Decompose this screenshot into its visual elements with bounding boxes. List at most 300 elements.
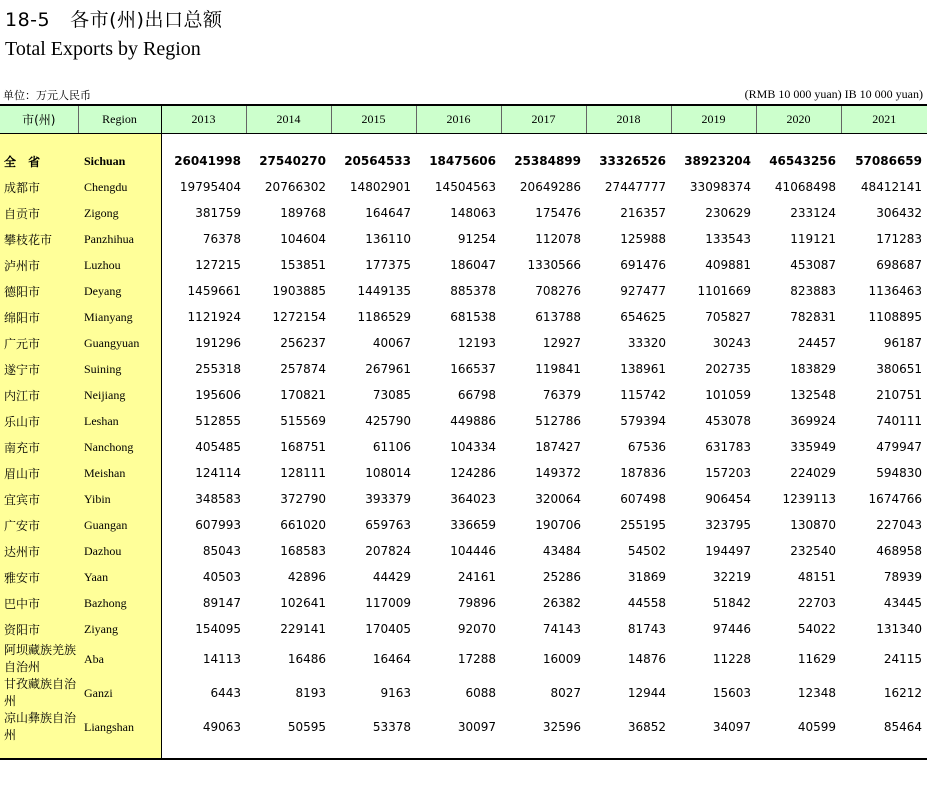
value-cell-2018: 54502	[627, 544, 666, 558]
value-cell-2017: 76379	[542, 388, 581, 402]
value-cell-2015: 61106	[372, 440, 411, 454]
pad-cell	[501, 744, 586, 759]
value-cell-2018: 36852	[627, 719, 666, 734]
table-row	[0, 512, 927, 538]
value-cell-2016: 79896	[457, 596, 496, 610]
value-cell-2019: 631783	[705, 440, 751, 454]
value-cell-2015: 170405	[365, 622, 411, 636]
value-cell-2013: 607993	[195, 518, 241, 532]
value-cell-2017: 175476	[535, 206, 581, 220]
value-cell-2013: 49063	[202, 719, 241, 734]
table-title-english: Total Exports by Region	[5, 38, 201, 60]
value-cell-2019: 34097	[712, 719, 751, 734]
value-cell-2019: 30243	[712, 336, 751, 350]
value-cell-2021: 740111	[876, 414, 922, 428]
unit-label-chinese: 单位：万元人民币	[3, 89, 91, 102]
region-name-cn: 雅安市	[0, 564, 78, 590]
value-cell-2014: 189768	[280, 206, 326, 220]
region-name-en: Panzhihua	[78, 226, 161, 252]
value-cell-2013: 348583	[195, 492, 241, 506]
header-year-2020: 2020	[756, 105, 841, 134]
value-cell-2020: 369924	[790, 414, 836, 428]
region-name-cn: 泸州市	[0, 252, 78, 278]
value-cell-2017: 112078	[535, 232, 581, 246]
region-name-cn: 德阳市	[0, 278, 78, 304]
value-cell-2015: 136110	[365, 232, 411, 246]
value-cell-2018: 691476	[620, 258, 666, 272]
spacer-cell	[331, 134, 416, 149]
region-name-cn: 资阳市	[0, 616, 78, 642]
pad-cell	[841, 744, 927, 759]
table-row	[0, 304, 927, 330]
value-cell-2015: 40067	[372, 336, 411, 350]
region-name-cn: 攀枝花市	[0, 226, 78, 252]
value-cell-2015: 659763	[365, 518, 411, 532]
value-cell-2014: 128111	[280, 466, 326, 480]
value-cell-2018: 125988	[620, 232, 666, 246]
value-cell-2017: 1330566	[527, 258, 581, 272]
value-cell-2019: 409881	[705, 258, 751, 272]
table-row	[0, 486, 927, 512]
region-name-en: Ganzi	[78, 676, 161, 710]
spacer-cell	[0, 134, 78, 149]
value-cell-2020: 54022	[797, 622, 836, 636]
value-cell-2015: 1449135	[357, 284, 411, 298]
value-cell-2017: 512786	[535, 414, 581, 428]
table-row	[0, 564, 927, 590]
value-cell-2015: 267961	[365, 362, 411, 376]
table-title-chinese	[5, 5, 222, 32]
value-cell-2019: 906454	[705, 492, 751, 506]
value-cell-2016: 92070	[457, 622, 496, 636]
value-cell-2019: 133543	[705, 232, 751, 246]
table-row	[0, 710, 927, 744]
header-year-2017: 2017	[501, 105, 586, 134]
value-cell-2018: 44558	[627, 596, 666, 610]
pad-cell	[0, 744, 78, 759]
region-name-cn: 甘孜藏族自治州	[0, 676, 78, 710]
value-cell-2021: 57086659	[855, 154, 922, 168]
pad-cell	[246, 744, 331, 759]
region-name-en: Dazhou	[78, 538, 161, 564]
value-cell-2020: 453087	[790, 258, 836, 272]
value-cell-2019: 194497	[705, 544, 751, 558]
value-cell-2018: 187836	[620, 466, 666, 480]
value-cell-2020: 782831	[790, 310, 836, 324]
region-name-cn: 宜宾市	[0, 486, 78, 512]
value-cell-2014: 102641	[280, 596, 326, 610]
value-cell-2016: 148063	[450, 206, 496, 220]
value-cell-2015: 177375	[365, 258, 411, 272]
value-cell-2015: 53378	[372, 719, 411, 734]
region-name-cn: 自贡市	[0, 200, 78, 226]
value-cell-2016: 17288	[457, 651, 496, 666]
value-cell-2018: 654625	[620, 310, 666, 324]
spacer-cell	[501, 134, 586, 149]
value-cell-2013: 1459661	[187, 284, 241, 298]
value-cell-2021: 171283	[876, 232, 922, 246]
value-cell-2014: 168583	[280, 544, 326, 558]
region-name-cn: 遂宁市	[0, 356, 78, 382]
exports-table	[0, 104, 927, 760]
table-row	[0, 330, 927, 356]
value-cell-2018: 255195	[620, 518, 666, 532]
table-row	[0, 252, 927, 278]
header-year-2018: 2018	[586, 105, 671, 134]
region-name-en: Suining	[78, 356, 161, 382]
value-cell-2014: 153851	[280, 258, 326, 272]
region-name-en: Yibin	[78, 486, 161, 512]
spacer-cell	[246, 134, 331, 149]
value-cell-2018: 216357	[620, 206, 666, 220]
value-cell-2019: 705827	[705, 310, 751, 324]
value-cell-2018: 138961	[620, 362, 666, 376]
region-name-cn: 成都市	[0, 174, 78, 200]
value-cell-2015: 117009	[365, 596, 411, 610]
value-cell-2018: 33320	[627, 336, 666, 350]
region-name-en: Mianyang	[78, 304, 161, 330]
value-cell-2018: 31869	[627, 570, 666, 584]
value-cell-2017: 187427	[535, 440, 581, 454]
region-name-cn: 巴中市	[0, 590, 78, 616]
value-cell-2013: 154095	[195, 622, 241, 636]
value-cell-2013: 191296	[195, 336, 241, 350]
value-cell-2017: 32596	[542, 719, 581, 734]
value-cell-2016: 449886	[450, 414, 496, 428]
value-cell-2014: 42896	[287, 570, 326, 584]
value-cell-2019: 230629	[705, 206, 751, 220]
value-cell-2017: 25286	[542, 570, 581, 584]
pad-cell	[671, 744, 756, 759]
value-cell-2013: 127215	[195, 258, 241, 272]
table-row	[0, 616, 927, 642]
pad-cell	[78, 744, 161, 759]
value-cell-2018: 607498	[620, 492, 666, 506]
value-cell-2019: 1101669	[697, 284, 751, 298]
value-cell-2018: 67536	[627, 440, 666, 454]
region-name-en: Yaan	[78, 564, 161, 590]
value-cell-2020: 335949	[790, 440, 836, 454]
pad-cell	[331, 744, 416, 759]
value-cell-2015: 207824	[365, 544, 411, 558]
spacer-cell	[78, 134, 161, 149]
header-year-2021: 2021	[841, 105, 927, 134]
value-cell-2013: 85043	[202, 544, 241, 558]
value-cell-2021: 48412141	[860, 180, 922, 194]
value-cell-2015: 73085	[372, 388, 411, 402]
table-row	[0, 148, 927, 174]
value-cell-2014: 168751	[280, 440, 326, 454]
value-cell-2016: 104334	[450, 440, 496, 454]
value-cell-2016: 336659	[450, 518, 496, 532]
value-cell-2014: 8193	[295, 685, 326, 700]
region-name-en: Luzhou	[78, 252, 161, 278]
value-cell-2021: 479947	[876, 440, 922, 454]
header-region: Region	[78, 105, 161, 134]
value-cell-2019: 38923204	[684, 154, 751, 168]
value-cell-2014: 229141	[280, 622, 326, 636]
region-name-en: Guangyuan	[78, 330, 161, 356]
value-cell-2014: 16486	[287, 651, 326, 666]
table-body	[0, 134, 927, 760]
value-cell-2019: 33098374	[689, 180, 751, 194]
value-cell-2016: 24161	[457, 570, 496, 584]
value-cell-2016: 364023	[450, 492, 496, 506]
table-row	[0, 434, 927, 460]
value-cell-2015: 20564533	[344, 154, 411, 168]
value-cell-2021: 1674766	[868, 492, 922, 506]
value-cell-2019: 323795	[705, 518, 751, 532]
table-row	[0, 226, 927, 252]
value-cell-2019: 453078	[705, 414, 751, 428]
value-cell-2017: 320064	[535, 492, 581, 506]
value-cell-2014: 1272154	[272, 310, 326, 324]
value-cell-2015: 9163	[380, 685, 411, 700]
value-cell-2020: 12348	[797, 685, 836, 700]
region-name-en: Liangshan	[78, 710, 161, 744]
value-cell-2020: 130870	[790, 518, 836, 532]
region-name-cn: 眉山市	[0, 460, 78, 486]
header-year-2019: 2019	[671, 105, 756, 134]
region-name-en: Leshan	[78, 408, 161, 434]
value-cell-2014: 170821	[280, 388, 326, 402]
value-cell-2015: 1186529	[357, 310, 411, 324]
value-cell-2021: 1108895	[868, 310, 922, 324]
value-cell-2021: 468958	[876, 544, 922, 558]
value-cell-2020: 224029	[790, 466, 836, 480]
spacer-cell	[841, 134, 927, 149]
value-cell-2018: 33326526	[599, 154, 666, 168]
value-cell-2020: 46543256	[769, 154, 836, 168]
value-cell-2013: 381759	[195, 206, 241, 220]
region-name-en: Meishan	[78, 460, 161, 486]
table-title-cn-text: 各市(州)出口总额	[70, 9, 223, 31]
value-cell-2020: 823883	[790, 284, 836, 298]
value-cell-2015: 164647	[365, 206, 411, 220]
value-cell-2015: 14802901	[349, 180, 411, 194]
value-cell-2013: 14113	[202, 651, 241, 666]
header-row	[0, 105, 927, 134]
value-cell-2021: 96187	[883, 336, 922, 350]
spacer-cell	[671, 134, 756, 149]
region-name-cn: 广元市	[0, 330, 78, 356]
value-cell-2018: 27447777	[604, 180, 666, 194]
region-name-cn: 南充市	[0, 434, 78, 460]
value-cell-2020: 1239113	[782, 492, 836, 506]
table-number: 18-5	[5, 9, 51, 31]
value-cell-2014: 257874	[280, 362, 326, 376]
table-row	[0, 538, 927, 564]
value-cell-2021: 78939	[883, 570, 922, 584]
pad-cell	[416, 744, 501, 759]
spacer-cell	[586, 134, 671, 149]
value-cell-2014: 661020	[280, 518, 326, 532]
value-cell-2021: 43445	[883, 596, 922, 610]
table-row	[0, 642, 927, 676]
region-name-cn: 绵阳市	[0, 304, 78, 330]
value-cell-2020: 119121	[790, 232, 836, 246]
value-cell-2016: 124286	[450, 466, 496, 480]
pad-cell	[756, 744, 841, 759]
value-cell-2020: 41068498	[774, 180, 836, 194]
value-cell-2013: 19795404	[179, 180, 241, 194]
region-name-en: Sichuan	[78, 148, 161, 174]
value-cell-2019: 97446	[712, 622, 751, 636]
value-cell-2013: 6443	[210, 685, 241, 700]
value-cell-2020: 11629	[797, 651, 836, 666]
value-cell-2013: 89147	[202, 596, 241, 610]
value-cell-2016: 30097	[457, 719, 496, 734]
region-name-en: Nanchong	[78, 434, 161, 460]
value-cell-2019: 32219	[712, 570, 751, 584]
value-cell-2016: 66798	[457, 388, 496, 402]
spacer-cell	[161, 134, 246, 149]
region-name-en: Neijiang	[78, 382, 161, 408]
value-cell-2017: 43484	[542, 544, 581, 558]
value-cell-2020: 183829	[790, 362, 836, 376]
value-cell-2016: 14504563	[434, 180, 496, 194]
value-cell-2013: 40503	[202, 570, 241, 584]
value-cell-2013: 512855	[195, 414, 241, 428]
header-city: 市(州)	[0, 105, 78, 134]
bottom-pad-row	[0, 744, 927, 759]
value-cell-2020: 22703	[797, 596, 836, 610]
value-cell-2018: 115742	[620, 388, 666, 402]
value-cell-2021: 380651	[876, 362, 922, 376]
value-cell-2019: 51842	[712, 596, 751, 610]
value-cell-2014: 27540270	[259, 154, 326, 168]
region-name-cn: 凉山彝族自治州	[0, 710, 78, 744]
value-cell-2020: 40599	[797, 719, 836, 734]
value-cell-2015: 108014	[365, 466, 411, 480]
header-year-2015: 2015	[331, 105, 416, 134]
value-cell-2017: 190706	[535, 518, 581, 532]
value-cell-2014: 515569	[280, 414, 326, 428]
value-cell-2018: 81743	[627, 622, 666, 636]
table-row	[0, 676, 927, 710]
value-cell-2014: 50595	[287, 719, 326, 734]
value-cell-2019: 157203	[705, 466, 751, 480]
value-cell-2020: 233124	[790, 206, 836, 220]
value-cell-2014: 256237	[280, 336, 326, 350]
value-cell-2016: 18475606	[429, 154, 496, 168]
value-cell-2017: 12927	[542, 336, 581, 350]
value-cell-2013: 26041998	[174, 154, 241, 168]
header-year-2013: 2013	[161, 105, 246, 134]
region-name-cn: 内江市	[0, 382, 78, 408]
value-cell-2017: 613788	[535, 310, 581, 324]
value-cell-2015: 44429	[372, 570, 411, 584]
value-cell-2021: 306432	[876, 206, 922, 220]
value-cell-2021: 85464	[883, 719, 922, 734]
unit-label-english: (RMB 10 000 yuan) IB 10 000 yuan)	[744, 87, 923, 101]
region-name-cn: 广安市	[0, 512, 78, 538]
value-cell-2019: 11228	[712, 651, 751, 666]
spacer-row	[0, 134, 927, 149]
value-cell-2021: 698687	[876, 258, 922, 272]
value-cell-2013: 76378	[202, 232, 241, 246]
value-cell-2018: 579394	[620, 414, 666, 428]
value-cell-2021: 1136463	[868, 284, 922, 298]
value-cell-2020: 48151	[797, 570, 836, 584]
region-name-en: Bazhong	[78, 590, 161, 616]
pad-cell	[586, 744, 671, 759]
pad-cell	[161, 744, 246, 759]
region-name-cn: 阿坝藏族羌族自治州	[0, 642, 78, 676]
value-cell-2020: 24457	[797, 336, 836, 350]
value-cell-2017: 119841	[535, 362, 581, 376]
value-cell-2013: 255318	[195, 362, 241, 376]
value-cell-2013: 195606	[195, 388, 241, 402]
value-cell-2015: 393379	[365, 492, 411, 506]
value-cell-2021: 210751	[876, 388, 922, 402]
value-cell-2017: 74143	[542, 622, 581, 636]
region-name-en: Guangan	[78, 512, 161, 538]
table-row	[0, 356, 927, 382]
value-cell-2016: 12193	[457, 336, 496, 350]
value-cell-2016: 6088	[465, 685, 496, 700]
region-name-en: Aba	[78, 642, 161, 676]
header-year-2014: 2014	[246, 105, 331, 134]
table-row	[0, 382, 927, 408]
value-cell-2013: 405485	[195, 440, 241, 454]
value-cell-2019: 202735	[705, 362, 751, 376]
value-cell-2014: 372790	[280, 492, 326, 506]
value-cell-2013: 124114	[195, 466, 241, 480]
value-cell-2014: 20766302	[264, 180, 326, 194]
value-cell-2013: 1121924	[187, 310, 241, 324]
value-cell-2017: 8027	[550, 685, 581, 700]
header-year-2016: 2016	[416, 105, 501, 134]
value-cell-2018: 927477	[620, 284, 666, 298]
value-cell-2021: 131340	[876, 622, 922, 636]
value-cell-2020: 232540	[790, 544, 836, 558]
table-row	[0, 408, 927, 434]
region-name-en: Zigong	[78, 200, 161, 226]
value-cell-2017: 25384899	[514, 154, 581, 168]
value-cell-2018: 14876	[627, 651, 666, 666]
table-row	[0, 590, 927, 616]
table-row	[0, 460, 927, 486]
table-row	[0, 200, 927, 226]
value-cell-2014: 104604	[280, 232, 326, 246]
region-name-en: Ziyang	[78, 616, 161, 642]
value-cell-2016: 166537	[450, 362, 496, 376]
value-cell-2015: 16464	[372, 651, 411, 666]
region-name-cn: 全 省	[0, 148, 78, 174]
value-cell-2016: 104446	[450, 544, 496, 558]
value-cell-2020: 132548	[790, 388, 836, 402]
value-cell-2016: 186047	[450, 258, 496, 272]
value-cell-2019: 15603	[712, 685, 751, 700]
table-row	[0, 174, 927, 200]
value-cell-2017: 149372	[535, 466, 581, 480]
value-cell-2016: 885378	[450, 284, 496, 298]
value-cell-2017: 16009	[542, 651, 581, 666]
value-cell-2021: 594830	[876, 466, 922, 480]
value-cell-2015: 425790	[365, 414, 411, 428]
value-cell-2017: 26382	[542, 596, 581, 610]
region-name-en: Deyang	[78, 278, 161, 304]
value-cell-2021: 24115	[883, 651, 922, 666]
value-cell-2017: 20649286	[519, 180, 581, 194]
region-name-cn: 达州市	[0, 538, 78, 564]
value-cell-2016: 91254	[457, 232, 496, 246]
value-cell-2016: 681538	[450, 310, 496, 324]
value-cell-2021: 16212	[883, 685, 922, 700]
region-name-en: Chengdu	[78, 174, 161, 200]
spacer-cell	[756, 134, 841, 149]
